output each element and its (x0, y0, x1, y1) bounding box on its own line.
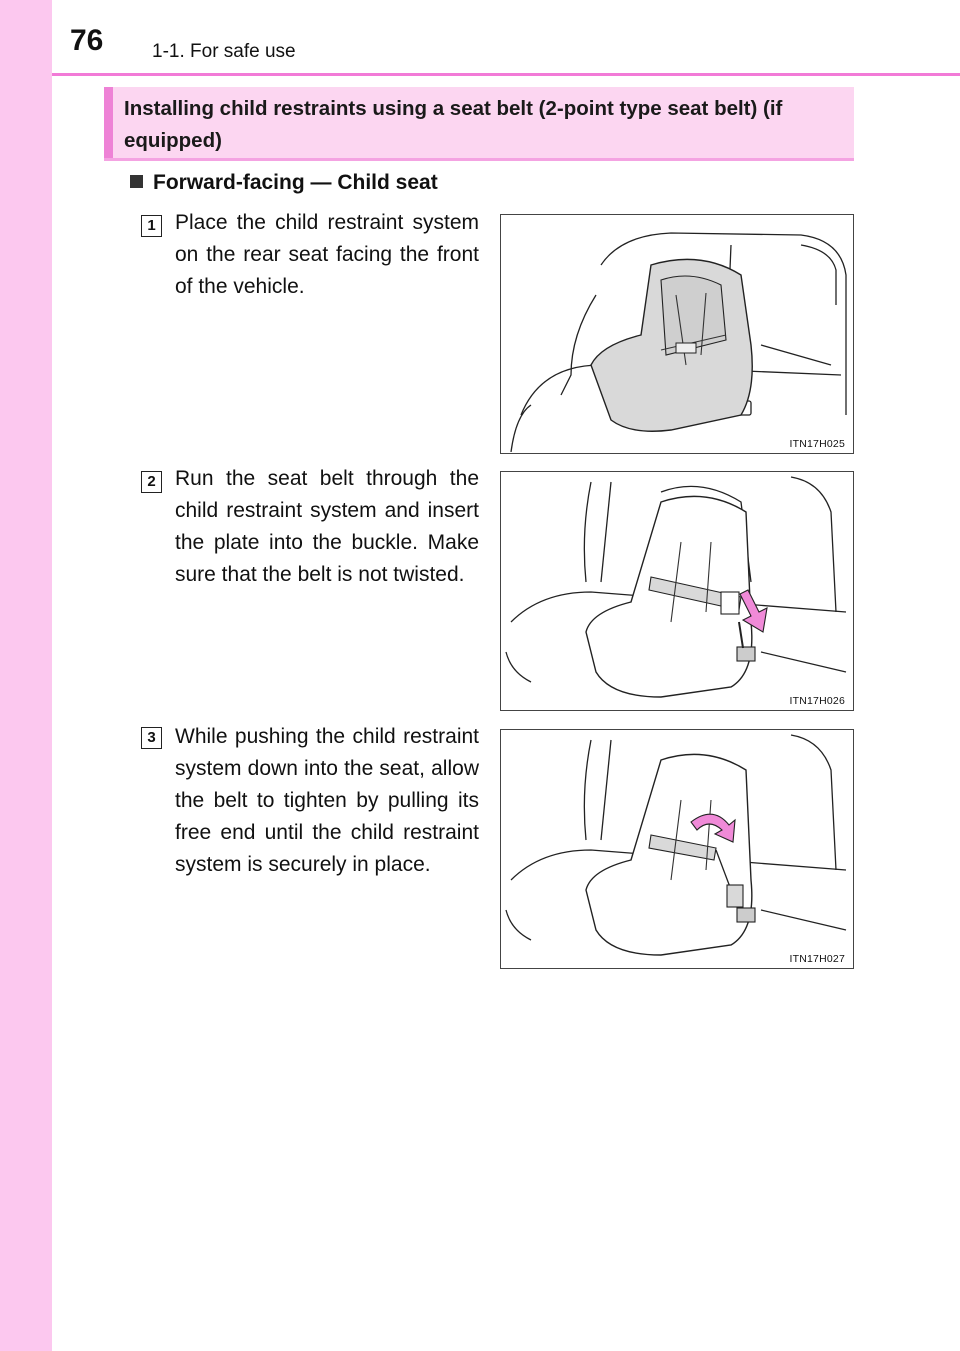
page-side-tab (0, 0, 52, 1351)
step-1-text: Place the child restraint system on the rear seat facing the front of the vehicle. (175, 211, 479, 298)
figure-step-2 (500, 471, 854, 711)
step-number-3: 3 (141, 727, 162, 749)
seat-belt-routing-illustration (501, 472, 852, 709)
child-seat-placed-illustration (501, 215, 852, 452)
figure-step-3 (500, 729, 854, 969)
figure-step-1 (500, 214, 854, 454)
step-number-2: 2 (141, 471, 162, 493)
subheading (130, 170, 438, 196)
belt-tightening-illustration (501, 730, 852, 967)
section-reference: 1-1. For safe use (152, 41, 296, 62)
step-3-text: While pushing the child restraint system down into the seat, allow the belt to tighten by pulling its free end until the child restraint system is securely in place. (175, 725, 479, 876)
step-number-1: 1 (141, 215, 162, 237)
figure-code: ITN17H027 (789, 953, 845, 965)
header-divider (52, 73, 960, 76)
step-2-text: Run the seat belt through the child restraint system and insert the plate into the buckle. Make sure that the belt is not twisted. (175, 467, 479, 586)
figure-code: ITN17H025 (789, 438, 845, 450)
title-accent-bar (104, 87, 113, 158)
page-number: 76 (70, 24, 104, 57)
subheading-text: Forward-facing — Child seat (153, 171, 438, 194)
figure-code: ITN17H026 (789, 695, 845, 707)
square-bullet-icon (130, 175, 143, 188)
section-title: Installing child restraints using a seat belt (2-point type seat belt) (if equipped) (124, 97, 783, 152)
